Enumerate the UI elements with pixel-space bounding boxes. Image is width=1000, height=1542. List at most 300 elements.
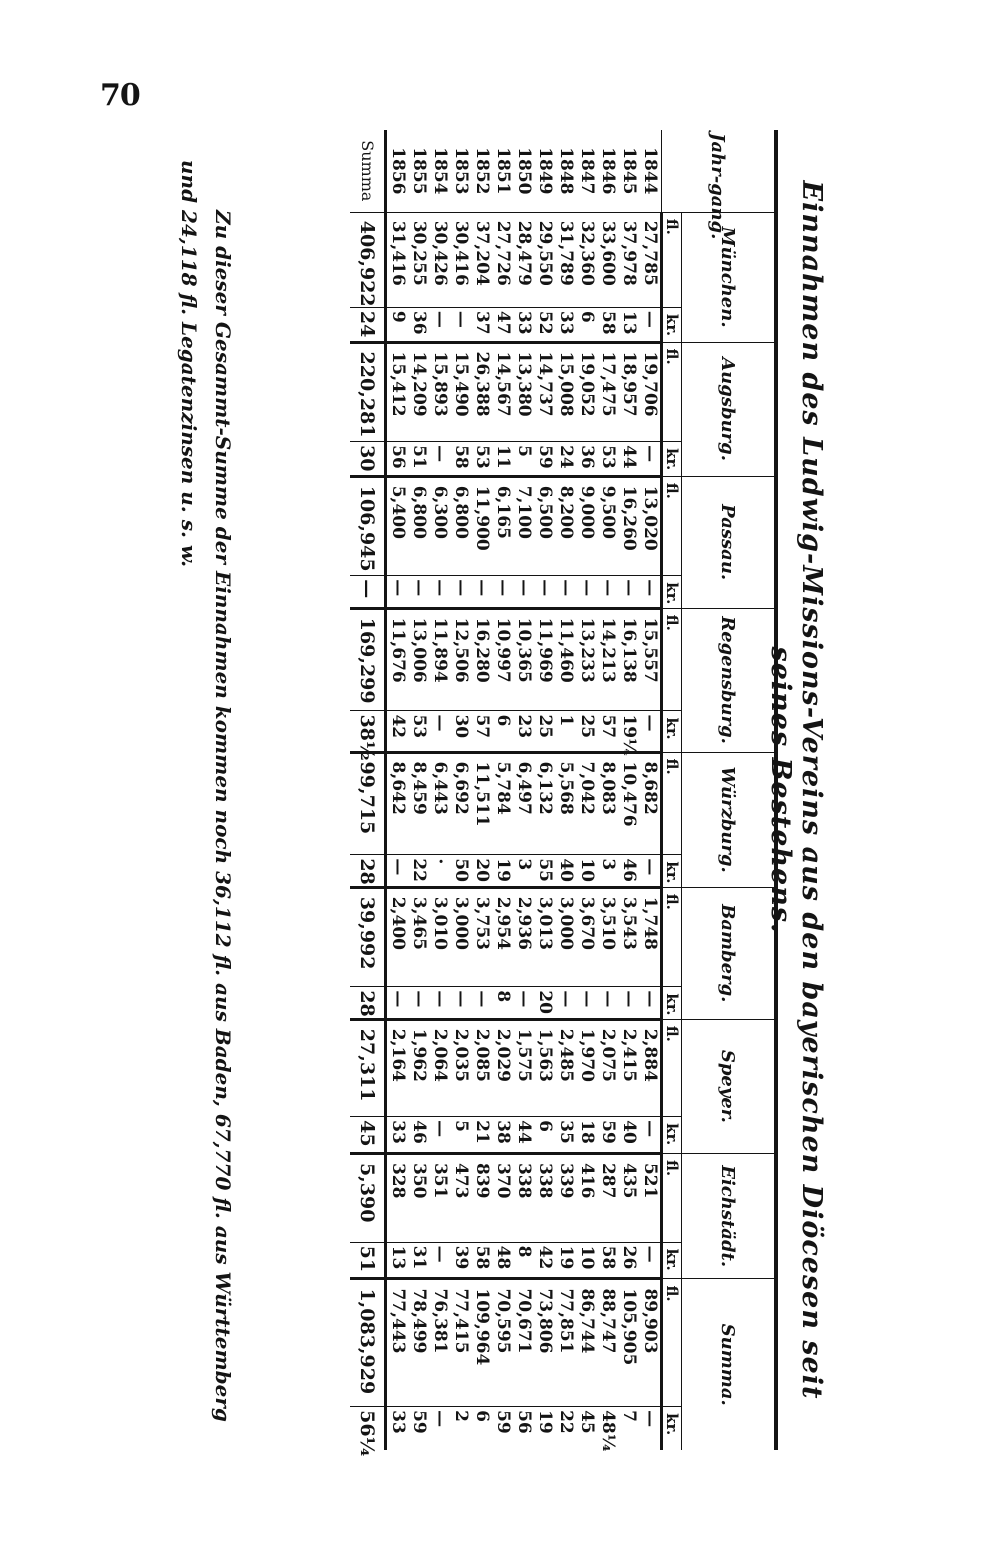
- kreuzer-cell: —: [471, 576, 492, 608]
- gulden-cell: 473: [450, 1153, 471, 1242]
- gulden-cell: 3,670: [576, 887, 597, 987]
- kreuzer-cell: 46: [408, 1117, 429, 1154]
- gulden-cell: 3,010: [429, 887, 450, 987]
- gulden-cell: 33,600: [597, 212, 618, 307]
- gulden-cell: 6,132: [534, 752, 555, 855]
- column-header-muenchen: München.: [682, 212, 777, 342]
- gulden-cell: 1,970: [576, 1019, 597, 1116]
- unit-row: [662, 130, 682, 1450]
- unit-kr: kr.: [662, 442, 682, 477]
- kreuzer-cell: 53: [408, 711, 429, 752]
- column-header-bamberg: Bamberg.: [682, 887, 777, 1019]
- kreuzer-cell: 59: [597, 1117, 618, 1154]
- kreuzer-cell: 8: [513, 1242, 534, 1279]
- gulden-cell: 2,884: [639, 1019, 662, 1116]
- gulden-cell: 3,510: [597, 887, 618, 987]
- gulden-cell: 2,164: [386, 1019, 409, 1116]
- kreuzer-cell: 58: [450, 442, 471, 477]
- gulden-cell: 17,475: [597, 342, 618, 442]
- kreuzer-cell: —: [618, 576, 639, 608]
- kreuzer-cell: —: [386, 855, 409, 887]
- table-row: [408, 130, 429, 1450]
- kreuzer-cell: —: [639, 1407, 662, 1450]
- unit-kr: kr.: [662, 987, 682, 1019]
- kreuzer-cell: 53: [471, 442, 492, 477]
- gulden-cell: 27,726: [492, 212, 513, 307]
- kreuzer-cell: 48: [492, 1242, 513, 1279]
- unit-kr: kr.: [662, 1242, 682, 1279]
- kreuzer-cell: —: [639, 855, 662, 887]
- unit-fl: fl.: [662, 1153, 682, 1242]
- gulden-cell: 350: [408, 1153, 429, 1242]
- gulden-cell: 8,083: [597, 752, 618, 855]
- kreuzer-cell: —: [492, 576, 513, 608]
- gulden-cell: 16,260: [618, 476, 639, 576]
- kreuzer-cell: —: [576, 987, 597, 1019]
- gulden-cell: 16,138: [618, 608, 639, 711]
- kreuzer-cell: 24: [350, 307, 386, 342]
- kreuzer-cell: —: [639, 307, 662, 342]
- gulden-cell: 30,426: [429, 212, 450, 307]
- gulden-cell: 11,969: [534, 608, 555, 711]
- year-cell: 1856: [388, 147, 408, 195]
- page-number: 70: [100, 78, 140, 113]
- kreuzer-cell: 13: [618, 307, 639, 342]
- kreuzer-cell: 10: [576, 1242, 597, 1279]
- gulden-cell: 1,083,929: [350, 1279, 386, 1407]
- gulden-cell: 15,412: [386, 342, 409, 442]
- kreuzer-cell: 57: [471, 711, 492, 752]
- kreuzer-cell: 59: [408, 1407, 429, 1450]
- kreuzer-cell: 8: [492, 987, 513, 1019]
- year-cell: 1844: [640, 147, 661, 195]
- gulden-cell: 2,035: [450, 1019, 471, 1116]
- gulden-cell: 14,567: [492, 342, 513, 442]
- table-title: Einnahmen des Ludwig-Missions-Vereins aus den bayerischen Diöcesen seit seines Bestehens.: [765, 180, 827, 1400]
- kreuzer-cell: 45: [576, 1407, 597, 1450]
- gulden-cell: 29,550: [534, 212, 555, 307]
- kreuzer-cell: 58: [597, 1242, 618, 1279]
- kreuzer-cell: 56: [513, 1407, 534, 1450]
- header-row: [682, 130, 777, 1450]
- kreuzer-cell: —: [513, 987, 534, 1019]
- gulden-cell: 6,497: [513, 752, 534, 855]
- year-cell: 1852: [472, 147, 492, 195]
- gulden-cell: 220,281: [350, 342, 386, 442]
- gulden-cell: 3,543: [618, 887, 639, 987]
- kreuzer-cell: —: [408, 576, 429, 608]
- gulden-cell: 839: [471, 1153, 492, 1242]
- gulden-cell: 1,563: [534, 1019, 555, 1116]
- year-cell: 1849: [535, 147, 555, 195]
- gulden-cell: 5,390: [350, 1153, 386, 1242]
- table-row: [471, 130, 492, 1450]
- kreuzer-cell: —: [429, 576, 450, 608]
- gulden-cell: 5,568: [555, 752, 576, 855]
- gulden-cell: 3,000: [450, 887, 471, 987]
- gulden-cell: 77,851: [555, 1279, 576, 1407]
- kreuzer-cell: 19: [555, 1242, 576, 1279]
- kreuzer-cell: —: [639, 576, 662, 608]
- table-row: [386, 130, 409, 1450]
- kreuzer-cell: —: [639, 442, 662, 477]
- gulden-cell: 89,903: [639, 1279, 662, 1407]
- kreuzer-cell: 40: [555, 855, 576, 887]
- kreuzer-cell: 18: [576, 1117, 597, 1154]
- gulden-cell: 351: [429, 1153, 450, 1242]
- column-header-regensburg: Regensburg.: [682, 608, 777, 752]
- rotated-table-block: [135, 130, 835, 1470]
- kreuzer-cell: 48¼: [597, 1407, 618, 1450]
- footnote-line-1: Zu dieser Gesammt-Summe der Einnahmen kommen noch 36,112 fl. aus Baden, 67,770 fl. aus Württemberg: [211, 210, 235, 1422]
- gulden-cell: 328: [386, 1153, 409, 1242]
- kreuzer-cell: 19: [492, 855, 513, 887]
- year-cell: Summa: [350, 130, 386, 212]
- kreuzer-cell: —: [429, 1407, 450, 1450]
- kreuzer-cell: —: [639, 987, 662, 1019]
- table-row: [429, 130, 450, 1450]
- gulden-cell: 18,957: [618, 342, 639, 442]
- kreuzer-cell: 57: [597, 711, 618, 752]
- unit-fl: fl.: [662, 887, 682, 987]
- gulden-cell: 37,204: [471, 212, 492, 307]
- kreuzer-cell: 31: [408, 1242, 429, 1279]
- kreuzer-cell: 25: [534, 711, 555, 752]
- gulden-cell: 27,311: [350, 1019, 386, 1116]
- gulden-cell: 86,744: [576, 1279, 597, 1407]
- unit-kr: kr.: [662, 1117, 682, 1154]
- kreuzer-cell: 38½: [350, 711, 386, 752]
- kreuzer-cell: —: [450, 987, 471, 1019]
- kreuzer-cell: 10: [576, 855, 597, 887]
- unit-kr: kr.: [662, 307, 682, 342]
- gulden-cell: 3,000: [555, 887, 576, 987]
- gulden-cell: 109,964: [471, 1279, 492, 1407]
- kreuzer-cell: 33: [386, 1117, 409, 1154]
- kreuzer-cell: 6: [471, 1407, 492, 1450]
- gulden-cell: 31,789: [555, 212, 576, 307]
- kreuzer-cell: 25: [576, 711, 597, 752]
- gulden-cell: 26,388: [471, 342, 492, 442]
- kreuzer-cell: 38: [492, 1117, 513, 1154]
- gulden-cell: 16,280: [471, 608, 492, 711]
- gulden-cell: 30,416: [450, 212, 471, 307]
- kreuzer-cell: —: [555, 576, 576, 608]
- gulden-cell: 70,595: [492, 1279, 513, 1407]
- kreuzer-cell: —: [450, 307, 471, 342]
- column-header-wuerzburg: Würzburg.: [682, 752, 777, 887]
- unit-kr: kr.: [662, 1407, 682, 1450]
- kreuzer-cell: 36: [408, 307, 429, 342]
- kreuzer-cell: 44: [618, 442, 639, 477]
- kreuzer-cell: —: [429, 307, 450, 342]
- gulden-cell: 370: [492, 1153, 513, 1242]
- kreuzer-cell: 5: [450, 1117, 471, 1154]
- kreuzer-cell: 51: [350, 1242, 386, 1279]
- unit-fl: fl.: [662, 476, 682, 576]
- table-row: [618, 130, 639, 1450]
- table-row: [639, 130, 662, 1450]
- gulden-cell: 70,671: [513, 1279, 534, 1407]
- kreuzer-cell: 58: [597, 307, 618, 342]
- kreuzer-cell: 2: [450, 1407, 471, 1450]
- table-row: [597, 130, 618, 1450]
- unit-fl: fl.: [662, 752, 682, 855]
- footnote: [172, 160, 240, 1460]
- kreuzer-cell: —: [597, 987, 618, 1019]
- gulden-cell: 6,692: [450, 752, 471, 855]
- kreuzer-cell: —: [555, 987, 576, 1019]
- kreuzer-cell: 39: [450, 1242, 471, 1279]
- gulden-cell: 27,785: [639, 212, 662, 307]
- kreuzer-cell: —: [429, 442, 450, 477]
- gulden-cell: 77,415: [450, 1279, 471, 1407]
- year-cell: 1854: [430, 147, 450, 195]
- kreuzer-cell: 56¼: [350, 1407, 386, 1450]
- column-header-summa: Summa.: [682, 1279, 777, 1450]
- kreuzer-cell: 22: [408, 855, 429, 887]
- gulden-cell: 105,905: [618, 1279, 639, 1407]
- table-row: [513, 130, 534, 1450]
- gulden-cell: 13,380: [513, 342, 534, 442]
- kreuzer-cell: 21: [471, 1117, 492, 1154]
- gulden-cell: 339: [555, 1153, 576, 1242]
- kreuzer-cell: 51: [408, 442, 429, 477]
- gulden-cell: 287: [597, 1153, 618, 1242]
- kreuzer-cell: 52: [534, 307, 555, 342]
- gulden-cell: 19,706: [639, 342, 662, 442]
- unit-fl: fl.: [662, 608, 682, 711]
- kreuzer-cell: 33: [555, 307, 576, 342]
- kreuzer-cell: —: [618, 987, 639, 1019]
- kreuzer-cell: 3: [597, 855, 618, 887]
- unit-fl: fl.: [662, 212, 682, 307]
- gulden-cell: 7,042: [576, 752, 597, 855]
- gulden-cell: 15,893: [429, 342, 450, 442]
- gulden-cell: 2,954: [492, 887, 513, 987]
- kreuzer-cell: —: [350, 576, 386, 608]
- gulden-cell: 8,459: [408, 752, 429, 855]
- gulden-cell: 7,100: [513, 476, 534, 576]
- table-row: [492, 130, 513, 1450]
- kreuzer-cell: —: [429, 1117, 450, 1154]
- kreuzer-cell: 11: [492, 442, 513, 477]
- kreuzer-cell: —: [429, 987, 450, 1019]
- table-row: [534, 130, 555, 1450]
- footnote-line-2: und 24,118 fl. Legatenzinsen u. s. w.: [177, 160, 201, 568]
- gulden-cell: 106,945: [350, 476, 386, 576]
- year-cell: 1853: [451, 147, 471, 195]
- gulden-cell: 32,360: [576, 212, 597, 307]
- gulden-cell: 521: [639, 1153, 662, 1242]
- kreuzer-cell: 20: [471, 855, 492, 887]
- gulden-cell: 2,485: [555, 1019, 576, 1116]
- kreuzer-cell: 45: [350, 1117, 386, 1154]
- year-cell: 1848: [556, 147, 576, 195]
- gulden-cell: 6,800: [408, 476, 429, 576]
- gulden-cell: 2,029: [492, 1019, 513, 1116]
- kreuzer-cell: 40: [618, 1117, 639, 1154]
- gulden-cell: 2,085: [471, 1019, 492, 1116]
- gulden-cell: 10,476: [618, 752, 639, 855]
- gulden-cell: 13,006: [408, 608, 429, 711]
- unit-fl: fl.: [662, 1019, 682, 1116]
- unit-fl: fl.: [662, 342, 682, 442]
- kreuzer-cell: 13: [386, 1242, 409, 1279]
- kreuzer-cell: 50: [450, 855, 471, 887]
- kreuzer-cell: 35: [555, 1117, 576, 1154]
- gulden-cell: 37,978: [618, 212, 639, 307]
- kreuzer-cell: 19: [534, 1407, 555, 1450]
- gulden-cell: 88,747: [597, 1279, 618, 1407]
- kreuzer-cell: 23: [513, 711, 534, 752]
- gulden-cell: 14,737: [534, 342, 555, 442]
- kreuzer-cell: 6: [534, 1117, 555, 1154]
- kreuzer-cell: 24: [555, 442, 576, 477]
- kreuzer-cell: —: [429, 1242, 450, 1279]
- kreuzer-cell: 33: [513, 307, 534, 342]
- kreuzer-cell: 55: [534, 855, 555, 887]
- gulden-cell: 3,013: [534, 887, 555, 987]
- gulden-cell: 2,400: [386, 887, 409, 987]
- kreuzer-cell: 6: [492, 711, 513, 752]
- gulden-cell: 2,936: [513, 887, 534, 987]
- gulden-cell: 1,575: [513, 1019, 534, 1116]
- unit-kr: kr.: [662, 576, 682, 608]
- column-header-eichstaedt: Eichstädt.: [682, 1153, 777, 1279]
- gulden-cell: 13,233: [576, 608, 597, 711]
- gulden-cell: 11,460: [555, 608, 576, 711]
- gulden-cell: 28,479: [513, 212, 534, 307]
- kreuzer-cell: 26: [618, 1242, 639, 1279]
- kreuzer-cell: 44: [513, 1117, 534, 1154]
- gulden-cell: 2,415: [618, 1019, 639, 1116]
- gulden-cell: 11,900: [471, 476, 492, 576]
- kreuzer-cell: 33: [386, 1407, 409, 1450]
- kreuzer-cell: —: [576, 576, 597, 608]
- gulden-cell: 5,784: [492, 752, 513, 855]
- kreuzer-cell: 30: [450, 711, 471, 752]
- gulden-cell: 435: [618, 1153, 639, 1242]
- gulden-cell: 338: [534, 1153, 555, 1242]
- kreuzer-cell: —: [386, 576, 409, 608]
- year-cell: 1846: [598, 147, 618, 195]
- kreuzer-cell: 53: [597, 442, 618, 477]
- kreuzer-cell: —: [386, 987, 409, 1019]
- gulden-cell: 8,200: [555, 476, 576, 576]
- year-cell: 1850: [514, 147, 534, 195]
- kreuzer-cell: —: [639, 1242, 662, 1279]
- gulden-cell: 78,499: [408, 1279, 429, 1407]
- kreuzer-cell: 46: [618, 855, 639, 887]
- gulden-cell: 15,490: [450, 342, 471, 442]
- sum-row: [350, 130, 386, 1450]
- gulden-cell: 8,642: [386, 752, 409, 855]
- gulden-cell: 2,075: [597, 1019, 618, 1116]
- gulden-cell: 39,992: [350, 887, 386, 987]
- gulden-cell: 30,255: [408, 212, 429, 307]
- gulden-cell: 11,894: [429, 608, 450, 711]
- kreuzer-cell: 20: [534, 987, 555, 1019]
- kreuzer-cell: —: [471, 987, 492, 1019]
- kreuzer-cell: —: [534, 576, 555, 608]
- gulden-cell: 5,400: [386, 476, 409, 576]
- kreuzer-cell: 56: [386, 442, 409, 477]
- kreuzer-cell: 59: [492, 1407, 513, 1450]
- gulden-cell: 8,682: [639, 752, 662, 855]
- kreuzer-cell: 22: [555, 1407, 576, 1450]
- gulden-cell: 3,753: [471, 887, 492, 987]
- gulden-cell: 6,165: [492, 476, 513, 576]
- kreuzer-cell: 42: [534, 1242, 555, 1279]
- table-row: [450, 130, 471, 1450]
- kreuzer-cell: —: [639, 1117, 662, 1154]
- gulden-cell: 9,500: [597, 476, 618, 576]
- kreuzer-cell: 30: [350, 442, 386, 477]
- gulden-cell: 169,299: [350, 608, 386, 711]
- kreuzer-cell: 58: [471, 1242, 492, 1279]
- kreuzer-cell: —: [450, 576, 471, 608]
- kreuzer-cell: 5: [513, 442, 534, 477]
- gulden-cell: 10,365: [513, 608, 534, 711]
- gulden-cell: 3,465: [408, 887, 429, 987]
- column-header-augsburg: Augsburg.: [682, 342, 777, 476]
- gulden-cell: 76,381: [429, 1279, 450, 1407]
- gulden-cell: 12,506: [450, 608, 471, 711]
- gulden-cell: 31,416: [386, 212, 409, 307]
- gulden-cell: 14,209: [408, 342, 429, 442]
- year-cell: 1855: [409, 147, 429, 195]
- kreuzer-cell: 3: [513, 855, 534, 887]
- gulden-cell: 15,008: [555, 342, 576, 442]
- gulden-cell: 11,676: [386, 608, 409, 711]
- kreuzer-cell: —: [408, 987, 429, 1019]
- gulden-cell: 77,443: [386, 1279, 409, 1407]
- gulden-cell: 1,748: [639, 887, 662, 987]
- gulden-cell: 2,064: [429, 1019, 450, 1116]
- gulden-cell: 19,052: [576, 342, 597, 442]
- kreuzer-cell: 47: [492, 307, 513, 342]
- kreuzer-cell: —: [513, 576, 534, 608]
- table-row: [555, 130, 576, 1450]
- gulden-cell: 10,997: [492, 608, 513, 711]
- gulden-cell: 14,213: [597, 608, 618, 711]
- kreuzer-cell: ·: [429, 855, 450, 887]
- gulden-cell: 13,020: [639, 476, 662, 576]
- gulden-cell: 6,800: [450, 476, 471, 576]
- gulden-cell: 6,443: [429, 752, 450, 855]
- year-column-header: Jahr-gang.: [662, 130, 777, 212]
- unit-fl: fl.: [662, 1279, 682, 1407]
- kreuzer-cell: —: [639, 711, 662, 752]
- gulden-cell: 1,962: [408, 1019, 429, 1116]
- gulden-cell: 73,806: [534, 1279, 555, 1407]
- kreuzer-cell: —: [429, 711, 450, 752]
- gulden-cell: 6,500: [534, 476, 555, 576]
- year-cell: 1847: [577, 147, 597, 195]
- kreuzer-cell: 36: [576, 442, 597, 477]
- gulden-cell: 15,557: [639, 608, 662, 711]
- gulden-cell: 11,511: [471, 752, 492, 855]
- table-row: [576, 130, 597, 1450]
- kreuzer-cell: 28: [350, 855, 386, 887]
- kreuzer-cell: —: [597, 576, 618, 608]
- unit-kr: kr.: [662, 855, 682, 887]
- kreuzer-cell: 28: [350, 987, 386, 1019]
- year-cell: 1851: [493, 147, 513, 195]
- gulden-cell: 9,000: [576, 476, 597, 576]
- gulden-cell: 338: [513, 1153, 534, 1242]
